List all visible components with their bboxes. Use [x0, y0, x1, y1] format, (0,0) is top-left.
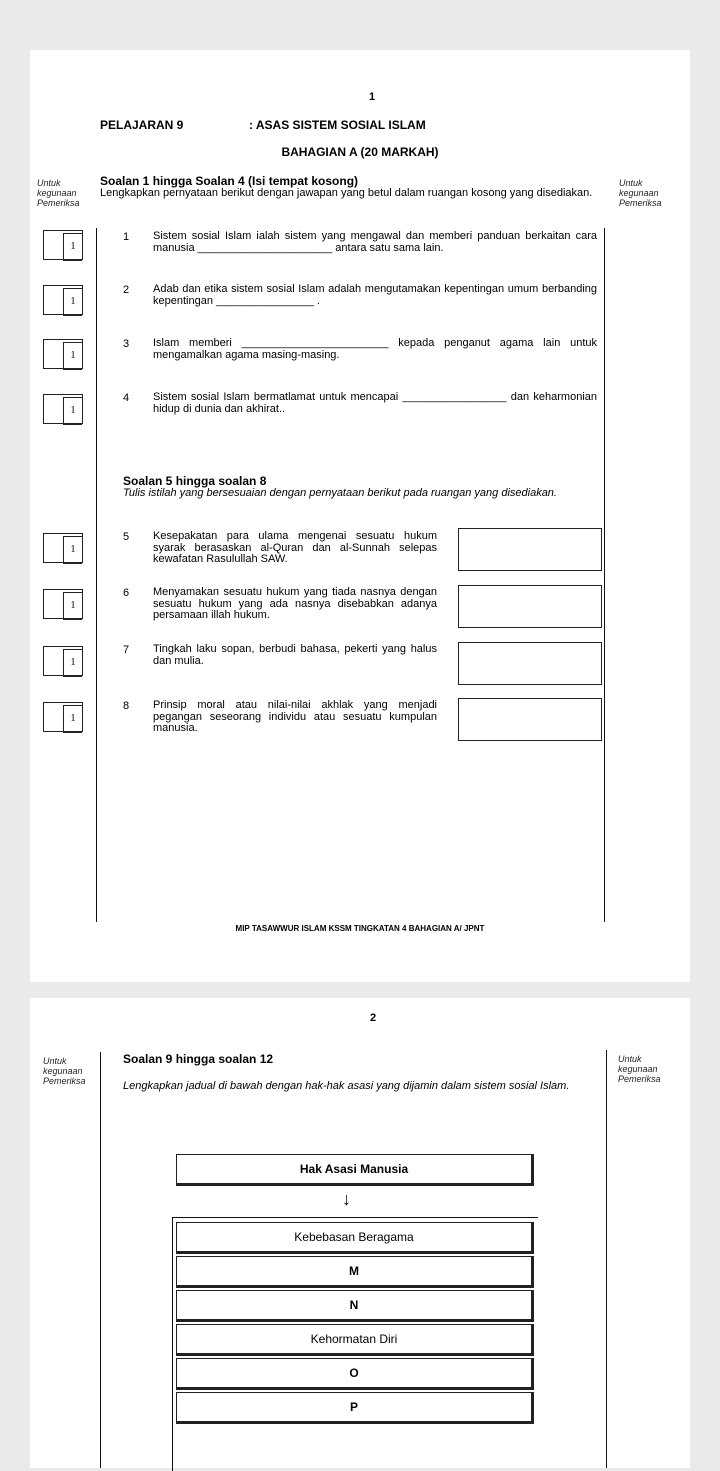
page-number: 1 [369, 91, 376, 103]
diagram-answer-box[interactable]: P [176, 1392, 534, 1424]
right-margin-line [606, 1050, 607, 1468]
question-number: 4 [123, 392, 130, 404]
part2-heading: Soalan 5 hingga soalan 8 [123, 474, 267, 488]
mark-box: 1 [43, 533, 83, 563]
mark-box: 1 [43, 646, 83, 676]
question-number: 5 [123, 531, 130, 543]
question-text: Sistem sosial Islam bermatlamat untuk mencapai _________________ dan keharmonian hidup di dunia dan akhirat.. [153, 391, 597, 415]
answer-box[interactable] [458, 528, 602, 571]
mark-box: 1 [43, 702, 83, 732]
examiner-label-right: Untuk kegunaan Pemeriksa [618, 1054, 661, 1084]
mark-box: 1 [43, 285, 83, 315]
diagram-answer-box[interactable]: O [176, 1358, 534, 1390]
down-arrow-icon: ↓ [342, 1189, 351, 1209]
diagram-bracket-top [172, 1217, 538, 1218]
part3-instruction: Lengkapkan jadual di bawah dengan hak-hak asasi yang dijamin dalam sistem sosial Islam. [123, 1080, 570, 1092]
subject-title: : ASAS SISTEM SOSIAL ISLAM [249, 118, 426, 132]
examiner-label-left: Untuk kegunaan Pemeriksa [37, 178, 80, 208]
diagram-item-box: Kehormatan Diri [176, 1324, 534, 1356]
mark-box: 1 [43, 230, 83, 260]
diagram-answer-box[interactable]: N [176, 1290, 534, 1322]
part2-instruction: Tulis istilah yang bersesuaian dengan pernyataan berikut pada ruangan yang disediakan. [123, 487, 557, 499]
diagram-item-box: Kebebasan Beragama [176, 1222, 534, 1254]
subject-label: PELAJARAN 9 [100, 118, 184, 132]
answer-box[interactable] [458, 698, 602, 741]
diagram-bracket-left [172, 1217, 173, 1471]
mark-box: 1 [43, 589, 83, 619]
page-number: 2 [370, 1012, 377, 1024]
answer-box[interactable] [458, 585, 602, 628]
examiner-label-right: Untuk kegunaan Pemeriksa [619, 178, 662, 208]
part1-heading: Soalan 1 hingga Soalan 4 (Isi tempat kosong) [100, 174, 359, 188]
examiner-label-left: Untuk kegunaan Pemeriksa [43, 1056, 86, 1086]
question-number: 8 [123, 700, 130, 712]
exam-page-2 [30, 998, 690, 1468]
answer-box[interactable] [458, 642, 602, 685]
question-text: Islam memberi ________________________ kepada penganut agama lain untuk mengamalkan agama masing-masing. [153, 337, 597, 361]
question-number: 6 [123, 587, 130, 599]
question-text: Prinsip moral atau nilai-nilai akhlak yang menjadi pegangan seseorang individu atau sesuatu kumpulan manusia. [153, 699, 437, 734]
mark-box: 1 [43, 339, 83, 369]
exam-page-1 [30, 50, 690, 982]
right-margin-line [604, 228, 605, 922]
question-text: Kesepakatan para ulama mengenai sesuatu hukum syarak berasaskan al-Quran dan al-Sunnah selepas kewafatan Rasulullah SAW. [153, 530, 437, 565]
question-text: Adab dan etika sistem sosial Islam adalah mengutamakan kepentingan umum berbanding kepentingan ________________ . [153, 283, 597, 307]
question-text: Tingkah laku sopan, berbudi bahasa, pekerti yang halus dan mulia. [153, 643, 437, 667]
question-number: 2 [123, 284, 130, 296]
question-number: 7 [123, 644, 130, 656]
question-text: Sistem sosial Islam ialah sistem yang mengawal dan memberi panduan berkaitan cara manusia ______________________ antara satu sama lain. [153, 230, 597, 254]
diagram-root-box: Hak Asasi Manusia [176, 1154, 534, 1186]
left-margin-line [96, 228, 97, 922]
diagram-answer-box[interactable]: M [176, 1256, 534, 1288]
question-number: 1 [123, 231, 130, 243]
question-number: 3 [123, 338, 130, 350]
part3-heading: Soalan 9 hingga soalan 12 [123, 1052, 274, 1066]
page-footer: MIP TASAWWUR ISLAM KSSM TINGKATAN 4 BAHAGIAN A/ JPNT [235, 924, 485, 933]
left-margin-line [100, 1052, 101, 1468]
mark-box: 1 [43, 394, 83, 424]
part1-instruction: Lengkapkan pernyataan berikut dengan jawapan yang betul dalam ruangan kosong yang disediakan. [100, 187, 593, 199]
question-text: Menyamakan sesuatu hukum yang tiada nasnya dengan sesuatu hukum yang ada nasnya disebabkan adanya persamaan illah hukum. [153, 586, 437, 621]
section-heading: BAHAGIAN A (20 MARKAH) [281, 145, 439, 159]
